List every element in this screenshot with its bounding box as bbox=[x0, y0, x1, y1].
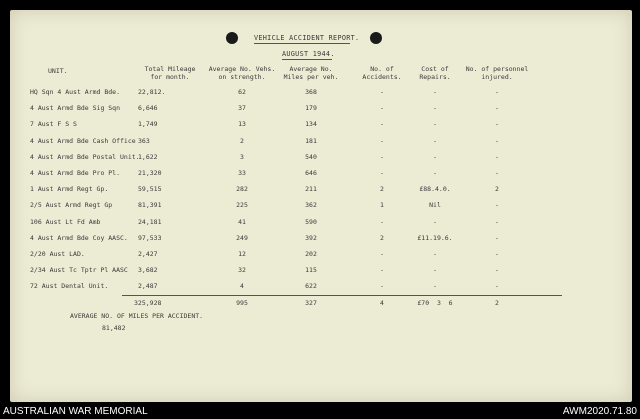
cell-miles-per-veh: 115 bbox=[305, 266, 317, 275]
total-vehicles: 995 bbox=[236, 299, 248, 307]
cell-repair-cost: Nil bbox=[429, 201, 441, 210]
cell-accidents: - bbox=[380, 152, 384, 161]
cell-repair-cost: - bbox=[433, 266, 437, 275]
column-header-repair-cost: Cost of Repairs. bbox=[419, 65, 451, 81]
cell-injured: - bbox=[495, 120, 499, 129]
report-title: VEHICLE ACCIDENT REPORT. bbox=[254, 34, 360, 42]
total-accidents: 4 bbox=[380, 299, 384, 307]
cell-repair-cost: - bbox=[433, 136, 437, 145]
punch-hole bbox=[370, 32, 382, 44]
cell-accidents: 2 bbox=[380, 233, 384, 242]
column-header-miles-per-veh: Average No. Miles per veh. bbox=[283, 65, 339, 81]
cell-accidents: - bbox=[380, 266, 384, 275]
cell-accidents: - bbox=[380, 88, 384, 96]
cell-vehicles: 282 bbox=[236, 185, 248, 194]
cell-miles-per-veh: 362 bbox=[305, 201, 317, 210]
cell-miles-per-veh: 590 bbox=[305, 217, 317, 226]
cell-mileage: 2,487 bbox=[138, 282, 158, 291]
cell-mileage: 2,427 bbox=[138, 250, 158, 258]
cell-miles-per-veh: 181 bbox=[305, 136, 317, 145]
cell-injured: - bbox=[495, 88, 499, 96]
cell-injured: - bbox=[495, 233, 499, 242]
cell-accidents: - bbox=[380, 104, 384, 113]
column-header-mileage: Total Mileage for month. bbox=[144, 65, 196, 81]
cell-vehicles: 32 bbox=[238, 266, 246, 275]
cell-accidents: 2 bbox=[380, 185, 384, 194]
cell-accidents: - bbox=[380, 136, 384, 145]
cell-unit: 2/20 Aust LAD. bbox=[30, 250, 85, 258]
cell-injured: - bbox=[495, 282, 499, 291]
cell-mileage: 6,646 bbox=[138, 104, 158, 113]
average-value: 81,482 bbox=[102, 324, 126, 332]
footer-accession: AWM2020.71.80 bbox=[562, 406, 637, 417]
cell-vehicles: 225 bbox=[236, 201, 248, 210]
total-repair-cost: £70 3 6 bbox=[417, 299, 453, 307]
punch-hole bbox=[226, 32, 238, 44]
cell-unit: 4 Aust Armd Bde Coy AASC. bbox=[30, 233, 128, 242]
total-injured: 2 bbox=[495, 299, 499, 307]
column-header-accidents: No. of Accidents. bbox=[362, 65, 402, 81]
column-header-injured: No. of personnel injured. bbox=[465, 65, 529, 81]
cell-injured: - bbox=[495, 104, 499, 113]
cell-injured: - bbox=[495, 217, 499, 226]
cell-mileage: 59,515 bbox=[138, 185, 162, 194]
cell-unit: 4 Aust Armd Bde Pro Pl. bbox=[30, 169, 121, 177]
cell-mileage: 1,622 bbox=[138, 152, 158, 161]
cell-injured: 2 bbox=[495, 185, 499, 194]
cell-accidents: - bbox=[380, 217, 384, 226]
cell-injured: - bbox=[495, 201, 499, 210]
footer-source: AUSTRALIAN WAR MEMORIAL bbox=[3, 406, 148, 417]
cell-repair-cost: - bbox=[433, 152, 437, 161]
cell-vehicles: 249 bbox=[236, 233, 248, 242]
cell-miles-per-veh: 179 bbox=[305, 104, 317, 113]
document-sheet bbox=[10, 10, 632, 402]
cell-miles-per-veh: 392 bbox=[305, 233, 317, 242]
column-header-vehicles: Average No. Vehs. on strength. bbox=[208, 65, 276, 81]
cell-mileage: 97,533 bbox=[138, 233, 162, 242]
cell-vehicles: 2 bbox=[240, 136, 244, 145]
average-label: AVERAGE NO. OF MILES PER ACCIDENT. bbox=[70, 312, 204, 320]
cell-vehicles: 3 bbox=[240, 152, 244, 161]
cell-mileage: 22,812. bbox=[138, 88, 166, 96]
cell-vehicles: 33 bbox=[238, 169, 246, 177]
cell-injured: - bbox=[495, 266, 499, 275]
cell-mileage: 3,682 bbox=[138, 266, 158, 275]
cell-mileage: 21,320 bbox=[138, 169, 162, 177]
cell-accidents: - bbox=[380, 282, 384, 291]
cell-mileage: 81,391 bbox=[138, 201, 162, 210]
cell-vehicles: 4 bbox=[240, 282, 244, 291]
cell-mileage: 24,181 bbox=[138, 217, 162, 226]
cell-unit: 4 Aust Armd Bde Cash Office bbox=[30, 136, 136, 145]
cell-repair-cost: - bbox=[433, 120, 437, 129]
cell-vehicles: 62 bbox=[238, 88, 246, 96]
period-underline bbox=[282, 59, 332, 60]
cell-injured: - bbox=[495, 169, 499, 177]
cell-miles-per-veh: 368 bbox=[305, 88, 317, 96]
cell-repair-cost: - bbox=[433, 88, 437, 96]
cell-accidents: 1 bbox=[380, 201, 384, 210]
cell-accidents: - bbox=[380, 250, 384, 258]
cell-unit: 2/5 Aust Armd Regt Gp bbox=[30, 201, 113, 210]
footer-bar bbox=[0, 405, 640, 419]
cell-repair-cost: - bbox=[433, 250, 437, 258]
cell-repair-cost: £88.4.0. bbox=[419, 185, 451, 194]
cell-miles-per-veh: 622 bbox=[305, 282, 317, 291]
cell-unit: 1 Aust Armd Regt Gp. bbox=[30, 185, 109, 194]
cell-injured: - bbox=[495, 136, 499, 145]
total-miles-per-veh: 327 bbox=[305, 299, 317, 307]
cell-mileage: 363 bbox=[138, 136, 150, 145]
cell-unit: 72 Aust Dental Unit. bbox=[30, 282, 109, 291]
cell-accidents: - bbox=[380, 169, 384, 177]
cell-miles-per-veh: 202 bbox=[305, 250, 317, 258]
cell-injured: - bbox=[495, 152, 499, 161]
cell-injured: - bbox=[495, 250, 499, 258]
cell-miles-per-veh: 134 bbox=[305, 120, 317, 129]
report-period: AUGUST 1944. bbox=[282, 50, 335, 58]
cell-unit: 2/34 Aust Tc Tptr Pl AASC bbox=[30, 266, 128, 275]
cell-vehicles: 12 bbox=[238, 250, 246, 258]
cell-miles-per-veh: 540 bbox=[305, 152, 317, 161]
cell-repair-cost: - bbox=[433, 104, 437, 113]
cell-repair-cost: - bbox=[433, 169, 437, 177]
cell-vehicles: 13 bbox=[238, 120, 246, 129]
cell-vehicles: 37 bbox=[238, 104, 246, 113]
cell-repair-cost: - bbox=[433, 282, 437, 291]
cell-mileage: 1,749 bbox=[138, 120, 158, 129]
cell-unit: 7 Aust F S S bbox=[30, 120, 77, 129]
cell-accidents: - bbox=[380, 120, 384, 129]
totals-rule bbox=[122, 295, 562, 296]
cell-miles-per-veh: 646 bbox=[305, 169, 317, 177]
cell-unit: HQ Sqn 4 Aust Armd Bde. bbox=[30, 88, 121, 96]
cell-unit: 4 Aust Armd Bde Sig Sqn bbox=[30, 104, 121, 113]
column-header-unit: UNIT. bbox=[48, 67, 68, 75]
cell-miles-per-veh: 211 bbox=[305, 185, 317, 194]
title-underline bbox=[254, 43, 350, 44]
cell-repair-cost: £11.19.6. bbox=[417, 233, 453, 242]
cell-unit: 106 Aust Lt Fd Amb bbox=[30, 217, 101, 226]
cell-unit: 4 Aust Armd Bde Postal Unit. bbox=[30, 152, 140, 161]
total-mileage: 325,928 bbox=[134, 299, 162, 307]
cell-vehicles: 41 bbox=[238, 217, 246, 226]
cell-repair-cost: - bbox=[433, 217, 437, 226]
